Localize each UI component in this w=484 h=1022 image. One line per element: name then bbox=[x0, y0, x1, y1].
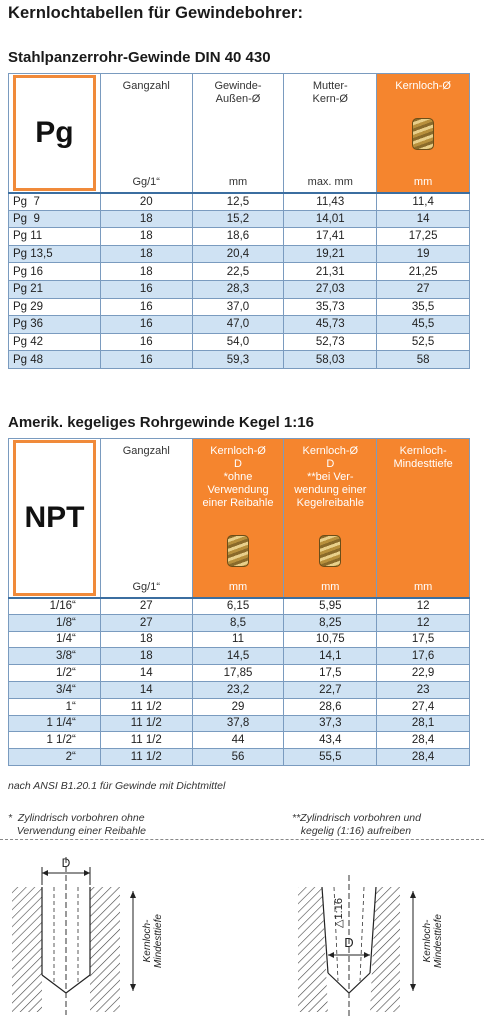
table-cell: 17,85 bbox=[192, 665, 284, 682]
table-cell: 14,01 bbox=[284, 210, 377, 228]
table-cell: 29 bbox=[192, 698, 284, 715]
table-cell: 14,5 bbox=[192, 648, 284, 665]
table-cell: 6,15 bbox=[192, 598, 284, 615]
header-label: Gewinde- Außen-Ø bbox=[214, 80, 262, 105]
table-cell: 1“ bbox=[9, 698, 101, 715]
table-cell: 28,1 bbox=[377, 715, 470, 732]
table-cell: 43,4 bbox=[284, 732, 377, 749]
header-unit: mm bbox=[413, 580, 433, 593]
header-label: Gangzahl bbox=[122, 80, 170, 92]
header-unit: mm bbox=[321, 580, 340, 593]
header-label: Kernloch-Ø D *ohne Verwendung einer Reibahle bbox=[202, 445, 274, 509]
npt-label: NPT bbox=[13, 440, 96, 596]
pg-label: Pg bbox=[13, 75, 96, 191]
depth-label-line2: Mindesttiefe bbox=[153, 914, 164, 968]
depth-label-line1: Kernloch- bbox=[422, 919, 433, 963]
svg-text:Kernloch-Mindesttiefe bbox=[142, 914, 164, 968]
tap-drill-icon bbox=[319, 535, 341, 567]
table-row bbox=[9, 316, 470, 334]
table-cell: 10,75 bbox=[284, 631, 377, 648]
table-row bbox=[9, 351, 470, 369]
table-row bbox=[9, 228, 470, 246]
page-title: Kernlochtabellen für Gewindebohrer: bbox=[8, 4, 304, 22]
table-row bbox=[9, 598, 470, 615]
table-cell: Pg 7 bbox=[9, 193, 101, 211]
pg-table bbox=[8, 73, 470, 369]
table-cell: 18 bbox=[100, 210, 192, 228]
table-row bbox=[9, 749, 470, 766]
table-row bbox=[9, 210, 470, 228]
npt-header-kernloch-bei bbox=[284, 439, 377, 598]
npt-table bbox=[8, 438, 470, 766]
table-cell: 35,73 bbox=[284, 298, 377, 316]
depth-label-line1: Kernloch- bbox=[142, 919, 153, 963]
table-cell: 1/2“ bbox=[9, 665, 101, 682]
table-cell: 11 bbox=[192, 631, 284, 648]
table-cell: 8,5 bbox=[192, 614, 284, 631]
depth-label-line2: Mindesttiefe bbox=[433, 914, 444, 968]
table-cell: 18,6 bbox=[192, 228, 284, 246]
tap-drill-icon bbox=[412, 118, 434, 150]
table-cell: 14 bbox=[100, 681, 192, 698]
header-label: Kernloch- Mindesttiefe bbox=[393, 445, 453, 470]
table-cell: 55,5 bbox=[284, 749, 377, 766]
table-cell: Pg 42 bbox=[9, 333, 101, 351]
table-cell: 1/16“ bbox=[9, 598, 101, 615]
tapered-hole-diagram bbox=[280, 845, 484, 1022]
header-label: Kernloch-Ø bbox=[395, 80, 451, 92]
table-cell: 27 bbox=[377, 280, 470, 298]
table-cell: 54,0 bbox=[192, 333, 284, 351]
header-unit: max. mm bbox=[307, 175, 353, 188]
table-cell: 14 bbox=[100, 665, 192, 682]
table-cell: 27,4 bbox=[377, 698, 470, 715]
table-cell: 14 bbox=[377, 210, 470, 228]
table-cell: 16 bbox=[100, 351, 192, 369]
table-cell: 37,8 bbox=[192, 715, 284, 732]
table-cell: 3/8“ bbox=[9, 648, 101, 665]
header-unit: mm bbox=[413, 175, 433, 188]
table-cell: 19 bbox=[377, 245, 470, 263]
table-cell: 18 bbox=[100, 263, 192, 281]
cylindrical-hole-diagram bbox=[0, 845, 230, 1022]
table-row bbox=[9, 665, 470, 682]
header-label: Mutter- Kern-Ø bbox=[312, 80, 348, 105]
table-cell: 59,3 bbox=[192, 351, 284, 369]
table-cell: 17,5 bbox=[377, 631, 470, 648]
table-cell: 12,5 bbox=[192, 193, 284, 211]
table-cell: Pg 13,5 bbox=[9, 245, 101, 263]
table-cell: 28,4 bbox=[377, 732, 470, 749]
npt-header-mindesttiefe bbox=[377, 439, 470, 598]
table-cell: 27 bbox=[100, 614, 192, 631]
table-cell: 58,03 bbox=[284, 351, 377, 369]
table-cell: 16 bbox=[100, 298, 192, 316]
table-cell: 1 1/2“ bbox=[9, 732, 101, 749]
table-row bbox=[9, 193, 470, 211]
tap-drill-icon bbox=[227, 535, 249, 567]
table-cell: 37,0 bbox=[192, 298, 284, 316]
table-cell: 35,5 bbox=[377, 298, 470, 316]
table-cell: 12 bbox=[377, 614, 470, 631]
divider bbox=[0, 839, 484, 840]
table-cell: 28,6 bbox=[284, 698, 377, 715]
table-cell: 1/4“ bbox=[9, 631, 101, 648]
table-cell: 14,1 bbox=[284, 648, 377, 665]
header-unit: Gg/1“ bbox=[132, 175, 160, 188]
header-unit: Gg/1“ bbox=[132, 580, 160, 593]
table-cell: 8,25 bbox=[284, 614, 377, 631]
table-cell: 11 1/2 bbox=[100, 698, 192, 715]
table-cell: 17,5 bbox=[284, 665, 377, 682]
table-cell: Pg 48 bbox=[9, 351, 101, 369]
table-row bbox=[9, 648, 470, 665]
table-cell: 52,73 bbox=[284, 333, 377, 351]
header-label: Kernloch-Ø D **bei Ver- wendung einer Kegelreibahle bbox=[294, 445, 367, 509]
table-cell: 3/4“ bbox=[9, 681, 101, 698]
table-cell: 28,3 bbox=[192, 280, 284, 298]
table-cell: 18 bbox=[100, 648, 192, 665]
npt-label-cell bbox=[9, 439, 101, 598]
footnote-1: * Zylindrisch vorbohren ohne Verwendung einer Reibahle bbox=[8, 812, 146, 837]
table-cell: 11,43 bbox=[284, 193, 377, 211]
table-cell: 11 1/2 bbox=[100, 732, 192, 749]
table-cell: 17,6 bbox=[377, 648, 470, 665]
table-cell: 22,9 bbox=[377, 665, 470, 682]
table-cell: 47,0 bbox=[192, 316, 284, 334]
table-cell: 27 bbox=[100, 598, 192, 615]
pg-label-cell bbox=[9, 74, 101, 193]
table-row bbox=[9, 263, 470, 281]
table-cell: 52,5 bbox=[377, 333, 470, 351]
svg-text:Kernloch-Mindesttiefe bbox=[422, 914, 444, 968]
table-cell: 11 1/2 bbox=[100, 715, 192, 732]
diameter-label: D bbox=[344, 935, 354, 950]
table-cell: 12 bbox=[377, 598, 470, 615]
table-cell: 17,41 bbox=[284, 228, 377, 246]
npt-header-kernloch-ohne bbox=[192, 439, 284, 598]
table-cell: 1/8“ bbox=[9, 614, 101, 631]
pg-header-kernloch bbox=[377, 74, 470, 193]
table-row bbox=[9, 715, 470, 732]
npt-section-title: Amerik. kegeliges Rohrgewinde Kegel 1:16 bbox=[8, 414, 314, 431]
table-cell: Pg 29 bbox=[9, 298, 101, 316]
npt-header-gangzahl bbox=[100, 439, 192, 598]
table-cell: 37,3 bbox=[284, 715, 377, 732]
table-cell: 16 bbox=[100, 333, 192, 351]
table-cell: 28,4 bbox=[377, 749, 470, 766]
pg-header-aussen bbox=[192, 74, 284, 193]
table-cell: Pg 21 bbox=[9, 280, 101, 298]
table-cell: 11 1/2 bbox=[100, 749, 192, 766]
table-row bbox=[9, 298, 470, 316]
table-cell: 5,95 bbox=[284, 598, 377, 615]
table-cell: 17,25 bbox=[377, 228, 470, 246]
table-row bbox=[9, 333, 470, 351]
table-cell: 18 bbox=[100, 228, 192, 246]
table-cell: Pg 11 bbox=[9, 228, 101, 246]
footnote-2: **Zylindrisch vorbohren und kegelig (1:16) aufreiben bbox=[292, 812, 421, 837]
table-cell: 15,2 bbox=[192, 210, 284, 228]
table-cell: 23 bbox=[377, 681, 470, 698]
table-cell: 16 bbox=[100, 280, 192, 298]
table-cell: 18 bbox=[100, 631, 192, 648]
table-cell: 1 1/4“ bbox=[9, 715, 101, 732]
table-cell: 56 bbox=[192, 749, 284, 766]
table-cell: 2“ bbox=[9, 749, 101, 766]
header-label: Gangzahl bbox=[122, 445, 170, 457]
diameter-label: D bbox=[61, 856, 71, 870]
table-cell: 21,31 bbox=[284, 263, 377, 281]
pg-section-title: Stahlpanzerrohr-Gewinde DIN 40 430 bbox=[8, 49, 271, 66]
table-cell: 58 bbox=[377, 351, 470, 369]
table-row bbox=[9, 681, 470, 698]
table-cell: 27,03 bbox=[284, 280, 377, 298]
pg-header-mutter bbox=[284, 74, 377, 193]
table-cell: Pg 9 bbox=[9, 210, 101, 228]
table-cell: 45,5 bbox=[377, 316, 470, 334]
header-unit: mm bbox=[228, 175, 248, 188]
table-cell: 23,2 bbox=[192, 681, 284, 698]
table-cell: 44 bbox=[192, 732, 284, 749]
table-row bbox=[9, 280, 470, 298]
table-cell: 20 bbox=[100, 193, 192, 211]
table-cell: 22,7 bbox=[284, 681, 377, 698]
header-unit: mm bbox=[228, 580, 248, 593]
source-note: nach ANSI B1.20.1 für Gewinde mit Dichtmittel bbox=[8, 780, 226, 792]
table-row bbox=[9, 732, 470, 749]
table-row bbox=[9, 614, 470, 631]
table-cell: 11,4 bbox=[377, 193, 470, 211]
table-cell: 16 bbox=[100, 316, 192, 334]
material-hatch-right bbox=[90, 887, 120, 1012]
table-row bbox=[9, 698, 470, 715]
material-hatch-left bbox=[12, 887, 42, 1012]
table-cell: Pg 36 bbox=[9, 316, 101, 334]
table-cell: Pg 16 bbox=[9, 263, 101, 281]
table-row bbox=[9, 245, 470, 263]
table-cell: 21,25 bbox=[377, 263, 470, 281]
table-cell: 20,4 bbox=[192, 245, 284, 263]
table-row bbox=[9, 631, 470, 648]
table-cell: 22,5 bbox=[192, 263, 284, 281]
taper-label: △1:16 bbox=[333, 898, 345, 928]
pg-header-gangzahl bbox=[100, 74, 192, 193]
table-cell: 45,73 bbox=[284, 316, 377, 334]
table-cell: 19,21 bbox=[284, 245, 377, 263]
table-cell: 18 bbox=[100, 245, 192, 263]
